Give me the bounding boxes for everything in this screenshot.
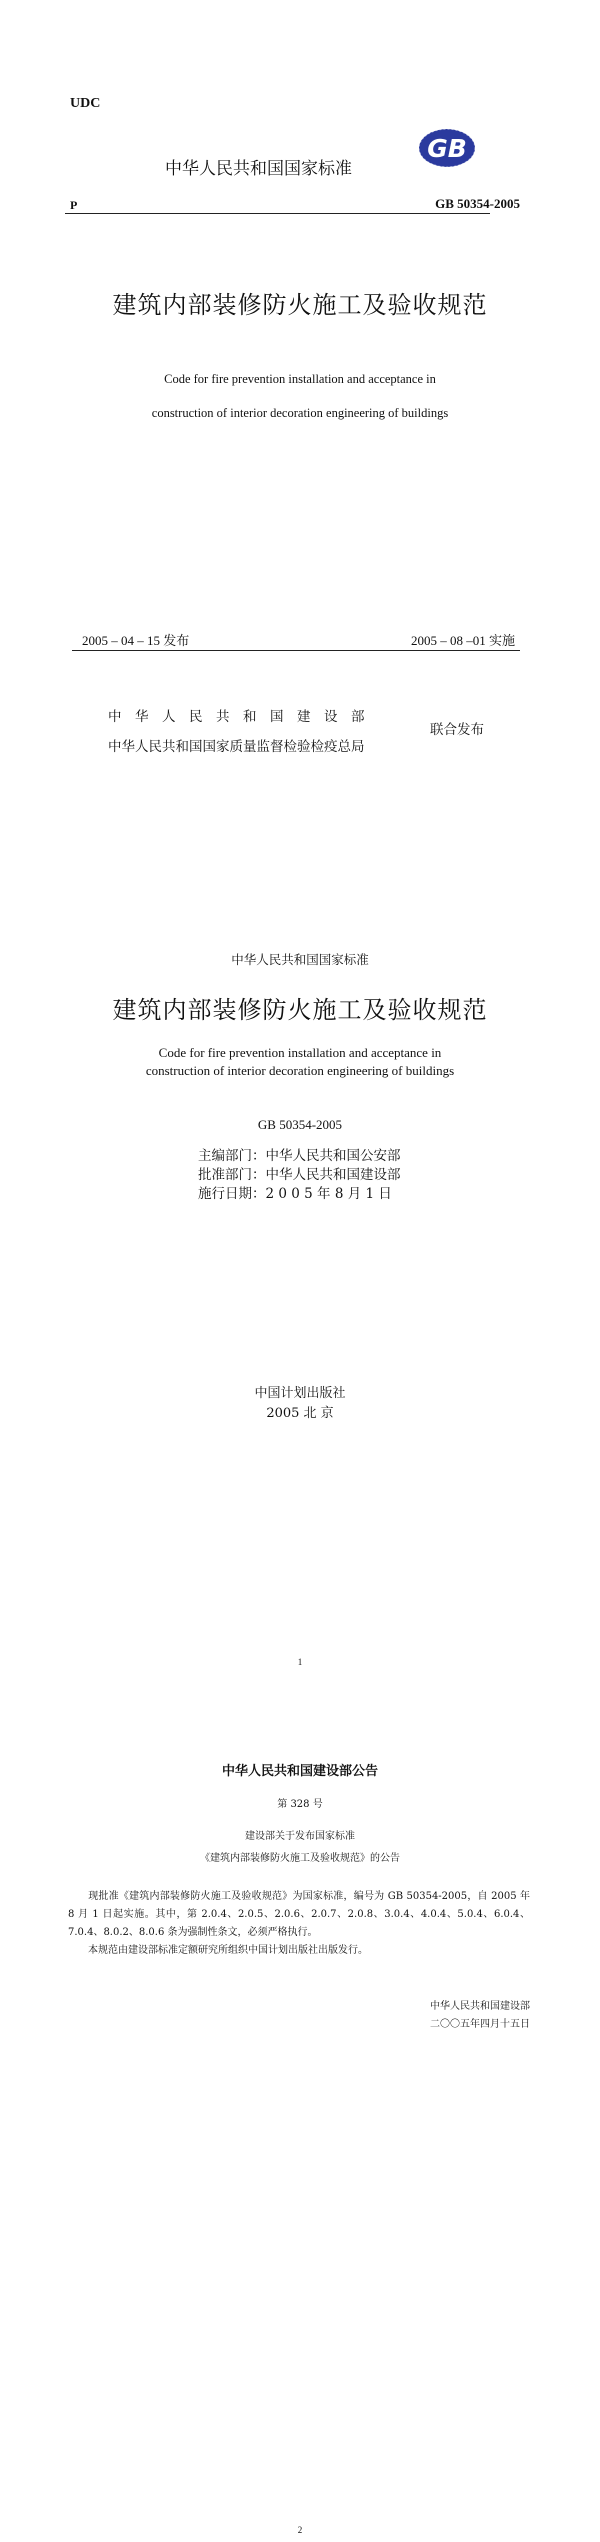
issuer-aqsiq: 中华人民共和国国家质量监督检验检疫总局: [108, 739, 365, 755]
joint-release: 联合发布: [430, 722, 484, 738]
announcement-date: 二〇〇五年四月十五日: [430, 2019, 530, 2030]
title-page-standard-type: 中华人民共和国国家标准: [231, 952, 369, 967]
announcement-heading: 中华人民共和国建设部公告: [221, 1764, 378, 1779]
announcement-paragraph-2: [68, 1942, 530, 1960]
page-number-1: 1: [297, 1657, 303, 1667]
header-rule: [65, 213, 490, 214]
cover-title-en-line2: construction of interior decoration engineering of buildings: [151, 406, 449, 420]
title-page-title-en: [0, 1044, 600, 1080]
publisher: 中国计划出版社: [254, 1386, 346, 1401]
announcement-subtitle-1: 建设部关于发布国家标准: [245, 1831, 355, 1842]
editor-department: 主编部门：中华人民共和国公安部: [198, 1148, 401, 1164]
approval-department: 批准部门：中华人民共和国建设部: [198, 1167, 401, 1183]
issuer-ministry: 中华人民共和国建设部: [108, 709, 378, 725]
announcement-paragraph-2-text: 本规范由建设部标准定额研究所组织中国计划出版社出版发行。: [88, 1945, 368, 1956]
cover-title: 建筑内部装修防火施工及验收规范: [112, 291, 488, 319]
standard-code: GB 50354-2005: [435, 196, 520, 211]
announcement-number: 第 328 号: [277, 1799, 323, 1810]
effective-date: 施行日期：2 0 0 5 年 8 月 1 日: [198, 1186, 392, 1202]
publication-place: 2005 北 京: [266, 1406, 334, 1421]
udc-label: UDC: [70, 96, 101, 111]
announcement-paragraph-1: [68, 1888, 530, 1942]
cover-title-en-line1: Code for fire prevention installation and acceptance in: [164, 372, 436, 386]
standard-type: 中华人民共和国国家标准: [165, 159, 352, 179]
cover-title-en: [0, 362, 600, 430]
implement-date: 2005 – 08 –01 实施: [410, 633, 515, 648]
title-page-code: GB 50354-2005: [257, 1117, 343, 1132]
page-number-2: 2: [297, 2525, 303, 2535]
classification-letter: P: [70, 198, 78, 212]
gb-logo: [418, 128, 476, 172]
announcement-paragraph-1-text: 现批准《建筑内部装修防火施工及验收规范》为国家标准，编号为 GB 50354-2005，自 2005 年 8 月 1 日起实施。其中，第 2.0.4、2.0.5、2.0.6、2.0.7、2.0.8、3.0.4、4.0.4、5.0.4、6.0.4、7.0.4、8.0.2、8.0.6 条为强制性条文，必须严格执行。: [68, 1891, 530, 1938]
announcement-subtitle-2: 《建筑内部装修防火施工及验收规范》的公告: [200, 1853, 400, 1864]
title-page-title-en-line2: construction of interior decoration engineering of buildings: [145, 1063, 455, 1078]
issue-date: 2005 – 04 – 15 发布: [82, 633, 190, 648]
title-page-title: 建筑内部装修防火施工及验收规范: [112, 996, 488, 1024]
gb-logo-text: GB: [427, 134, 467, 163]
announcement-signer: 中华人民共和国建设部: [430, 2001, 530, 2012]
title-page-title-en-line1: Code for fire prevention installation and acceptance in: [158, 1045, 442, 1060]
date-rule: [72, 650, 520, 651]
